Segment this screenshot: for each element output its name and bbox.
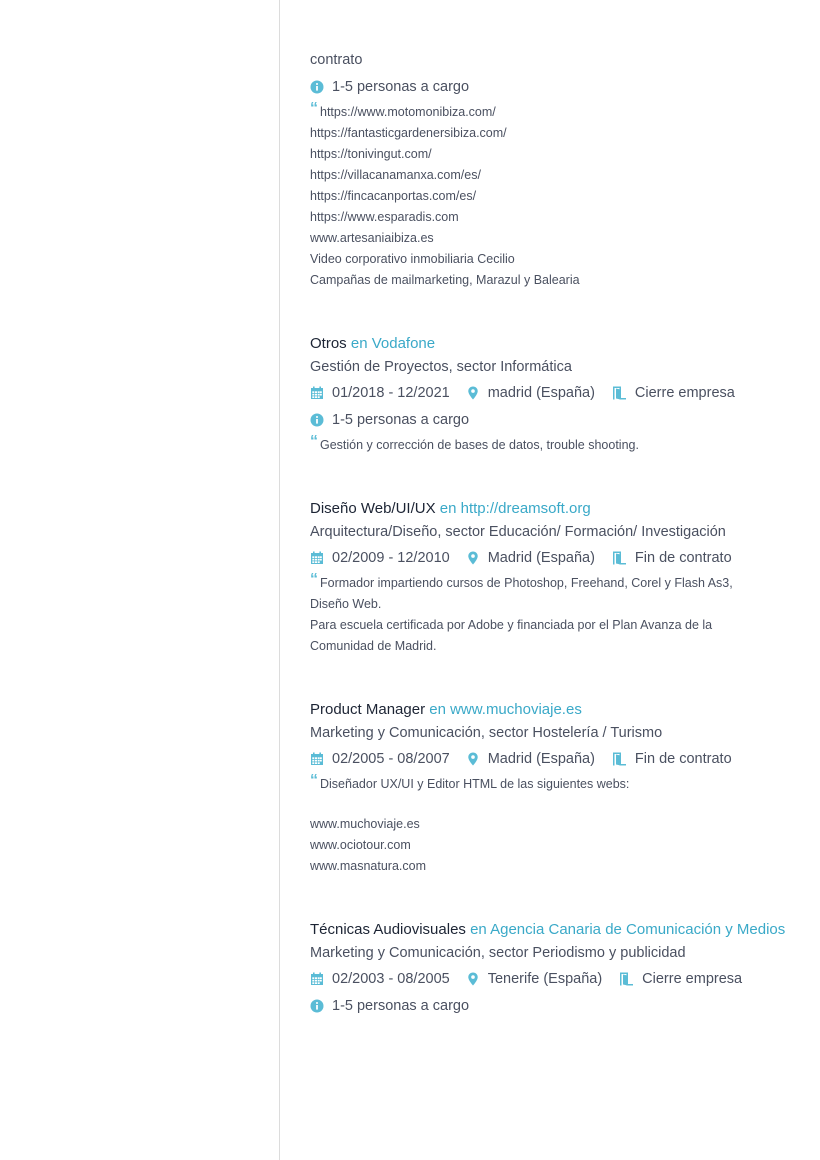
- job-company: en http://dreamsoft.org: [439, 500, 591, 517]
- quote-icon: “: [310, 433, 318, 450]
- description-line: www.masnatura.com: [310, 859, 427, 873]
- description-line: Video corporativo inmobiliaria Cecilio: [310, 252, 515, 266]
- map-pin-icon: [466, 972, 480, 986]
- exit-door-icon: [611, 752, 627, 766]
- job-continued: [310, 50, 800, 291]
- job-description: [310, 435, 800, 456]
- job-title-line: [310, 498, 800, 520]
- job-end-reason-tail: contrato: [310, 52, 363, 68]
- exit-door-icon: [618, 972, 634, 986]
- job-title: Técnicas Audiovisuales: [310, 921, 466, 938]
- job-end-reason: Cierre empresa: [618, 971, 742, 987]
- quote-icon: “: [310, 100, 318, 117]
- job-meta: [310, 745, 800, 772]
- description-line: https://villacanamanxa.com/es/: [310, 168, 481, 182]
- job-description: [310, 774, 800, 877]
- sidebar-divider: [279, 0, 280, 1160]
- job-company: en Vodafone: [350, 335, 436, 352]
- description-line: https://tonivingut.com/: [310, 147, 432, 161]
- calendar-icon: [310, 551, 324, 565]
- info-icon: [310, 999, 324, 1013]
- job-title: Product Manager: [310, 701, 426, 718]
- exit-door-icon: [611, 551, 627, 565]
- description-line: “ https://www.motomonibiza.com/: [310, 100, 496, 119]
- experience-section: [310, 50, 800, 1019]
- quote-icon: “: [310, 772, 318, 789]
- description-line: https://www.esparadis.com: [310, 210, 459, 224]
- quote-icon: “: [310, 571, 318, 588]
- description-gap: [310, 795, 800, 814]
- job-description: [310, 102, 800, 291]
- description-line: Comunidad de Madrid.: [310, 639, 437, 653]
- calendar-icon: [310, 752, 324, 766]
- exit-door-icon: [611, 386, 627, 400]
- job-title-line: [310, 919, 800, 941]
- job-location: Tenerife (España): [466, 971, 602, 987]
- job-entry: [310, 498, 800, 657]
- job-entry: [310, 919, 800, 1019]
- job-dates: 02/2009 - 12/2010: [310, 550, 450, 566]
- job-dates: 02/2005 - 08/2007: [310, 751, 450, 767]
- calendar-icon: [310, 386, 324, 400]
- job-title-line: [310, 699, 800, 721]
- description-line: www.muchoviaje.es: [310, 817, 420, 831]
- description-line: www.ociotour.com: [310, 838, 411, 852]
- description-line: “ Diseñador UX/UI y Editor HTML de las siguientes webs:: [310, 772, 630, 791]
- job-description: [310, 573, 800, 657]
- people-row: [310, 992, 800, 1019]
- job-sector: Marketing y Comunicación, sector Hostelería / Turismo: [310, 725, 663, 741]
- map-pin-icon: [466, 551, 480, 565]
- job-meta: [310, 965, 800, 992]
- description-line: www.artesaniaibiza.es: [310, 231, 434, 245]
- description-line: Diseño Web.: [310, 597, 382, 611]
- description-line: https://fincacanportas.com/es/: [310, 189, 477, 203]
- job-dates: 02/2003 - 08/2005: [310, 971, 450, 987]
- job-location: madrid (España): [466, 385, 595, 401]
- map-pin-icon: [466, 386, 480, 400]
- job-sector: Arquitectura/Diseño, sector Educación/ Formación/ Investigación: [310, 524, 726, 540]
- job-location: Madrid (España): [466, 751, 595, 767]
- job-title: Otros: [310, 335, 347, 352]
- calendar-icon: [310, 972, 324, 986]
- job-end-reason: Cierre empresa: [611, 385, 735, 401]
- description-line: “ Gestión y corrección de bases de datos, trouble shooting.: [310, 433, 639, 452]
- people-row: [310, 73, 800, 100]
- job-entry: [310, 333, 800, 456]
- people-text: 1-5 personas a cargo: [332, 997, 470, 1014]
- job-meta: [310, 544, 800, 571]
- description-line: “ Formador impartiendo cursos de Photoshop, Freehand, Corel y Flash As3,: [310, 571, 733, 590]
- job-sector: Gestión de Proyectos, sector Informática: [310, 359, 572, 375]
- job-title-line: [310, 333, 800, 355]
- description-line: Campañas de mailmarketing, Marazul y Balearia: [310, 273, 580, 287]
- job-sector: Marketing y Comunicación, sector Periodismo y publicidad: [310, 945, 686, 961]
- info-icon: [310, 80, 324, 94]
- people-row: [310, 406, 800, 433]
- description-line: Para escuela certificada por Adobe y financiada por el Plan Avanza de la: [310, 618, 713, 632]
- job-company: en www.muchoviaje.es: [429, 701, 582, 718]
- job-location: Madrid (España): [466, 550, 595, 566]
- job-end-reason: Fin de contrato: [611, 751, 732, 767]
- map-pin-icon: [466, 752, 480, 766]
- people-text: 1-5 personas a cargo: [332, 411, 470, 428]
- info-icon: [310, 413, 324, 427]
- people-text: 1-5 personas a cargo: [332, 78, 470, 95]
- job-company: en Agencia Canaria de Comunicación y Medios: [470, 921, 786, 938]
- job-meta: [310, 379, 800, 406]
- job-dates: 01/2018 - 12/2021: [310, 385, 450, 401]
- job-title: Diseño Web/UI/UX: [310, 500, 436, 517]
- description-line: https://fantasticgardenersibiza.com/: [310, 126, 507, 140]
- job-entry: [310, 699, 800, 877]
- job-end-reason: Fin de contrato: [611, 550, 732, 566]
